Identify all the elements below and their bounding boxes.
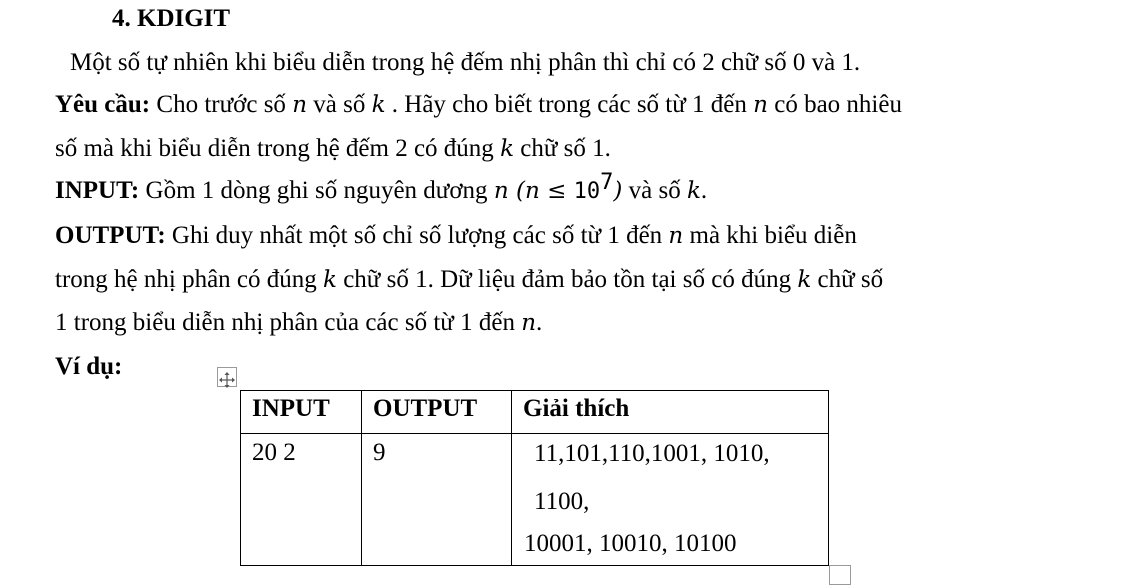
math-k: k	[500, 136, 514, 162]
header-input: INPUT	[241, 391, 362, 434]
math-n: n	[668, 223, 684, 249]
math-n: n	[493, 178, 509, 204]
text: chữ số 1.	[514, 135, 611, 162]
math-k: k	[686, 178, 701, 204]
header-explanation: Giải thích	[512, 391, 829, 434]
math-paren: (	[508, 178, 525, 204]
output-line-3	[55, 308, 542, 338]
output-label: OUTPUT:	[55, 222, 166, 249]
text: và số	[307, 91, 372, 118]
move-arrows-icon	[218, 371, 236, 389]
text: và số	[622, 177, 687, 204]
math-exponent: 7	[600, 170, 614, 195]
text: trong hệ nhị phân có đúng	[55, 266, 324, 293]
table-resize-handle[interactable]	[829, 565, 851, 585]
table-move-handle-icon[interactable]	[217, 367, 237, 387]
table-header-row	[241, 391, 829, 434]
text: . Hãy cho biết trong các số từ 1 đến	[385, 91, 754, 118]
requirement-label: Yêu cầu:	[55, 91, 151, 118]
example-label: Ví dụ:	[55, 353, 123, 380]
text: chữ số 1. Dữ liệu đảm bảo tồn tại số có đúng	[336, 266, 798, 293]
cell-explanation	[512, 434, 829, 566]
explanation-line: 1100,	[534, 488, 590, 515]
text: Ghi duy nhất một số chỉ số lượng các số từ 1 đến	[165, 222, 669, 249]
math-k: k	[323, 267, 337, 293]
text: Cho trước số	[150, 91, 293, 118]
text: có bao nhiêu	[767, 91, 902, 118]
input-description	[55, 170, 708, 207]
math-leq: ≤	[539, 178, 574, 204]
intro-paragraph: Một số tự nhiên khi biểu diễn trong hệ đếm nhị phân thì chỉ có 2 chữ số 0 và 1.	[70, 49, 861, 76]
requirement-line-1	[55, 90, 902, 120]
output-line-1	[55, 221, 857, 251]
input-label: INPUT:	[55, 177, 140, 204]
explanation-line: 11,101,110,1001, 1010,	[534, 440, 770, 467]
math-n: n	[521, 310, 537, 336]
header-output: OUTPUT	[362, 391, 512, 434]
requirement-line-2	[55, 134, 611, 164]
explanation-line: 10001, 10010, 10100	[524, 530, 737, 557]
math-paren: )	[613, 178, 623, 204]
text: số mà khi biểu diễn trong hệ đếm 2 có đúng	[55, 135, 501, 162]
math-k: k	[371, 92, 386, 118]
text: .	[536, 309, 543, 336]
output-line-2	[55, 265, 883, 295]
table-row	[241, 434, 829, 566]
math-n: n	[524, 178, 540, 204]
text: mà khi biểu diễn	[683, 222, 857, 249]
example-table	[240, 390, 829, 566]
cell-input: 20 2	[241, 434, 362, 566]
text: 1 trong biểu diễn nhị phân của các số từ 1 đến	[55, 309, 522, 336]
math-n: n	[292, 92, 308, 118]
text: chữ số	[811, 266, 884, 293]
math-k: k	[797, 267, 812, 293]
math-ten: 10	[573, 179, 601, 204]
math-n: n	[753, 92, 768, 118]
text: .	[700, 177, 708, 204]
cell-output: 9	[362, 434, 512, 566]
text: Gồm 1 dòng ghi số nguyên dương	[139, 177, 494, 204]
section-heading: 4. KDIGIT	[112, 5, 231, 32]
